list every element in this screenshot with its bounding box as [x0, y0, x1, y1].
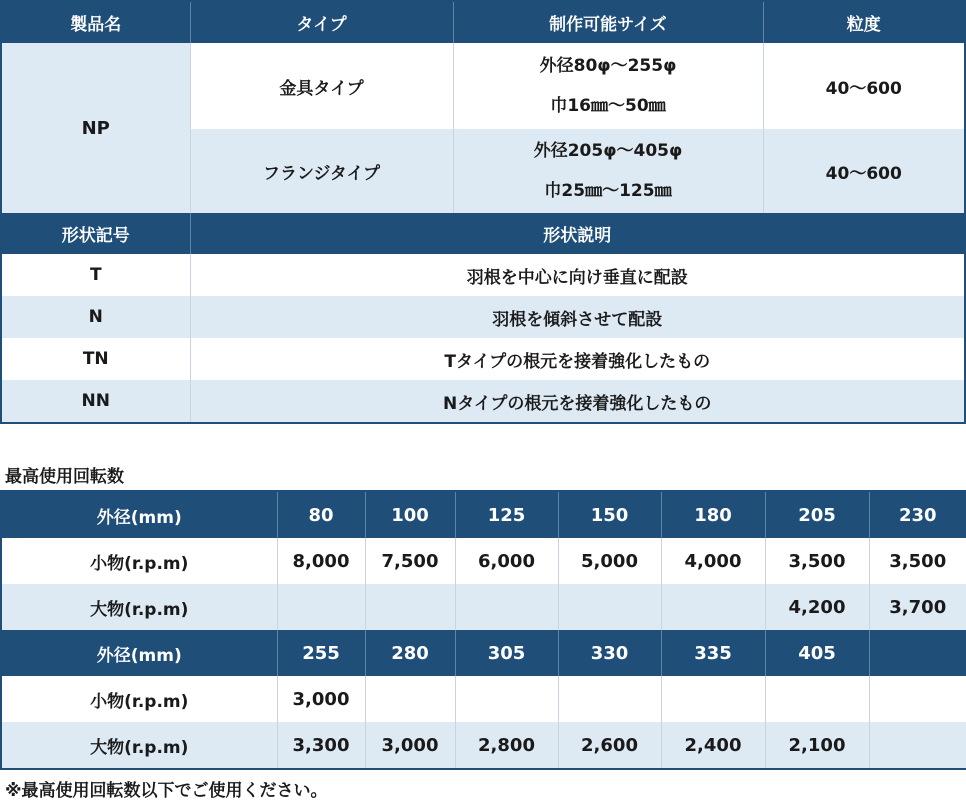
shape-code: T — [1, 254, 190, 296]
rpm-value — [455, 584, 558, 630]
rpm-value — [455, 676, 558, 722]
diameter-value: 100 — [365, 491, 455, 538]
diameter-value: 255 — [277, 630, 365, 676]
rpm-value — [661, 584, 765, 630]
diameter-value: 330 — [558, 630, 661, 676]
diameter-label: 外径(mm) — [1, 491, 277, 538]
shape-header-row — [1, 213, 965, 254]
diameter-value: 80 — [277, 491, 365, 538]
spec-header-row — [1, 1, 965, 43]
rpm-value: 8,000 — [277, 538, 365, 584]
product-name-cell: NP — [1, 43, 190, 213]
diameter-value: 305 — [455, 630, 558, 676]
type-cell: 金具タイプ — [190, 43, 453, 129]
size-width: 巾25㎜～125㎜ — [544, 181, 672, 201]
size-outer-diameter: 外径205φ～405φ — [533, 141, 683, 161]
header-shape-description: 形状説明 — [190, 213, 965, 254]
diameter-value: 280 — [365, 630, 455, 676]
rpm-value — [365, 676, 455, 722]
large-label: 大物(r.p.m) — [1, 722, 277, 769]
header-size: 制作可能サイズ — [453, 1, 763, 43]
spec-row — [1, 43, 965, 129]
rpm-value — [869, 676, 966, 722]
header-type: タイプ — [190, 1, 453, 43]
rpm-value: 2,400 — [661, 722, 765, 769]
diameter-value: 180 — [661, 491, 765, 538]
shape-row — [1, 296, 965, 338]
rpm-value — [765, 676, 869, 722]
size-cell — [453, 129, 763, 213]
diameter-value: 335 — [661, 630, 765, 676]
header-product-name: 製品名 — [1, 1, 190, 43]
small-rpm-row — [1, 676, 966, 722]
large-rpm-row — [1, 722, 966, 769]
rpm-value: 2,800 — [455, 722, 558, 769]
header-shape-code: 形状記号 — [1, 213, 190, 254]
diameter-row — [1, 491, 966, 538]
small-label: 小物(r.p.m) — [1, 538, 277, 584]
diameter-value: 125 — [455, 491, 558, 538]
rpm-value: 2,100 — [765, 722, 869, 769]
diameter-row — [1, 630, 966, 676]
rpm-value — [558, 676, 661, 722]
size-outer-diameter: 外径80φ～255φ — [539, 56, 677, 76]
shape-description: Tタイプの根元を接着強化したもの — [190, 338, 965, 380]
grain-cell: 40～600 — [763, 43, 965, 129]
rpm-value: 6,000 — [455, 538, 558, 584]
rpm-value — [661, 676, 765, 722]
rpm-value — [869, 722, 966, 769]
size-width: 巾16㎜～50㎜ — [550, 96, 666, 116]
rpm-value: 4,200 — [765, 584, 869, 630]
diameter-value: 230 — [869, 491, 966, 538]
rpm-value — [277, 584, 365, 630]
header-grain: 粒度 — [763, 1, 965, 43]
shape-code: N — [1, 296, 190, 338]
large-label: 大物(r.p.m) — [1, 584, 277, 630]
rpm-value: 3,500 — [869, 538, 966, 584]
shape-description: 羽根を傾斜させて配設 — [190, 296, 965, 338]
diameter-value: 205 — [765, 491, 869, 538]
size-cell — [453, 43, 763, 129]
rpm-table — [0, 490, 966, 770]
diameter-value: 405 — [765, 630, 869, 676]
rpm-value — [365, 584, 455, 630]
rpm-section-title: 最高使用回転数 — [5, 467, 124, 487]
shape-description: 羽根を中心に向け垂直に配設 — [190, 254, 965, 296]
rpm-value: 3,500 — [765, 538, 869, 584]
rpm-value — [558, 584, 661, 630]
diameter-label: 外径(mm) — [1, 630, 277, 676]
shape-code: NN — [1, 380, 190, 423]
rpm-value: 4,000 — [661, 538, 765, 584]
rpm-value: 2,600 — [558, 722, 661, 769]
type-cell: フランジタイプ — [190, 129, 453, 213]
rpm-value: 7,500 — [365, 538, 455, 584]
rpm-value: 3,000 — [277, 676, 365, 722]
small-rpm-row — [1, 538, 966, 584]
shape-description: Nタイプの根元を接着強化したもの — [190, 380, 965, 423]
shape-code: TN — [1, 338, 190, 380]
shape-row — [1, 254, 965, 296]
rpm-value: 3,700 — [869, 584, 966, 630]
small-label: 小物(r.p.m) — [1, 676, 277, 722]
diameter-value: 150 — [558, 491, 661, 538]
footnote: ※最高使用回転数以下でご使用ください。 — [5, 781, 328, 801]
shape-row — [1, 380, 965, 423]
shape-row — [1, 338, 965, 380]
diameter-value — [869, 630, 966, 676]
rpm-value: 3,300 — [277, 722, 365, 769]
large-rpm-row — [1, 584, 966, 630]
grain-cell: 40～600 — [763, 129, 965, 213]
rpm-value: 5,000 — [558, 538, 661, 584]
rpm-value: 3,000 — [365, 722, 455, 769]
